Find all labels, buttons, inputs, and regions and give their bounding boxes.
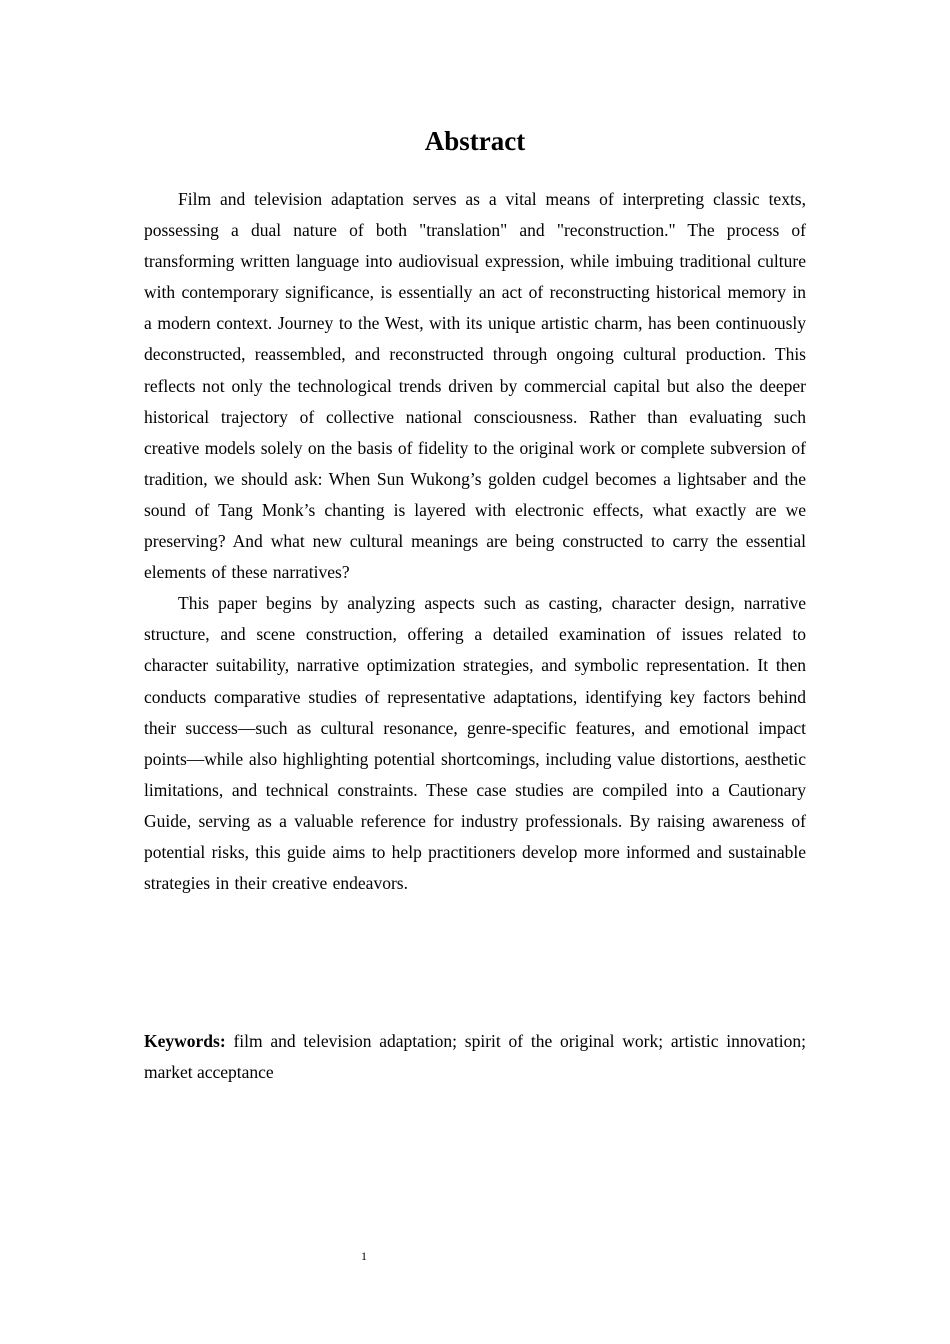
abstract-paragraph-2: This paper begins by analyzing aspects such as casting, character design, narrative structure, and scene construction, offering a detailed examination of issues related to character suitability, narrative optimization strategies, and symbolic representation. It then conducts comparative studies of representative adaptations, identifying key factors behind their success—such as cultural resonance, genre-specific features, and emotional impact points—while also highlighting potential shortcomings, including value distortions, aesthetic limitations, and technical constraints. These case studies are compiled into a Cautionary Guide, serving as a valuable reference for industry professionals. By raising awareness of potential risks, this guide aims to help practitioners develop more informed and sustainable strategies in their creative endeavors. [144, 593, 806, 894]
page-number: 1 [361, 1249, 367, 1263]
abstract-body [144, 184, 806, 899]
keywords-line [144, 1026, 806, 1088]
page-title: Abstract [424, 126, 526, 156]
abstract-paragraph-1: Film and television adaptation serves as a vital means of interpreting classic texts, possessing a dual nature of both "translation" and "reconstruction." The process of transforming written language into audiovisual expression, while imbuing traditional culture with contemporary significance, is essentially an act of reconstructing historical memory in a modern context. Journey to the West, with its unique artistic charm, has been continuously deconstructed, reassembled, and reconstructed through ongoing cultural production. This reflects not only the technological trends driven by commercial capital but also the deeper historical trajectory of collective national consciousness. Rather than evaluating such creative models solely on the basis of fidelity to the original work or complete subversion of tradition, we should ask: When Sun Wukong’s golden cudgel becomes a lightsaber and the sound of Tang Monk’s chanting is layered with electronic effects, what exactly are we preserving? And what new cultural meanings are being constructed to carry the essential elements of these narratives? [144, 189, 806, 583]
keywords-text: film and television adaptation; spirit of the original work; artistic innovation; market acceptance [144, 1031, 806, 1083]
keywords-label: Keywords: [144, 1031, 226, 1051]
